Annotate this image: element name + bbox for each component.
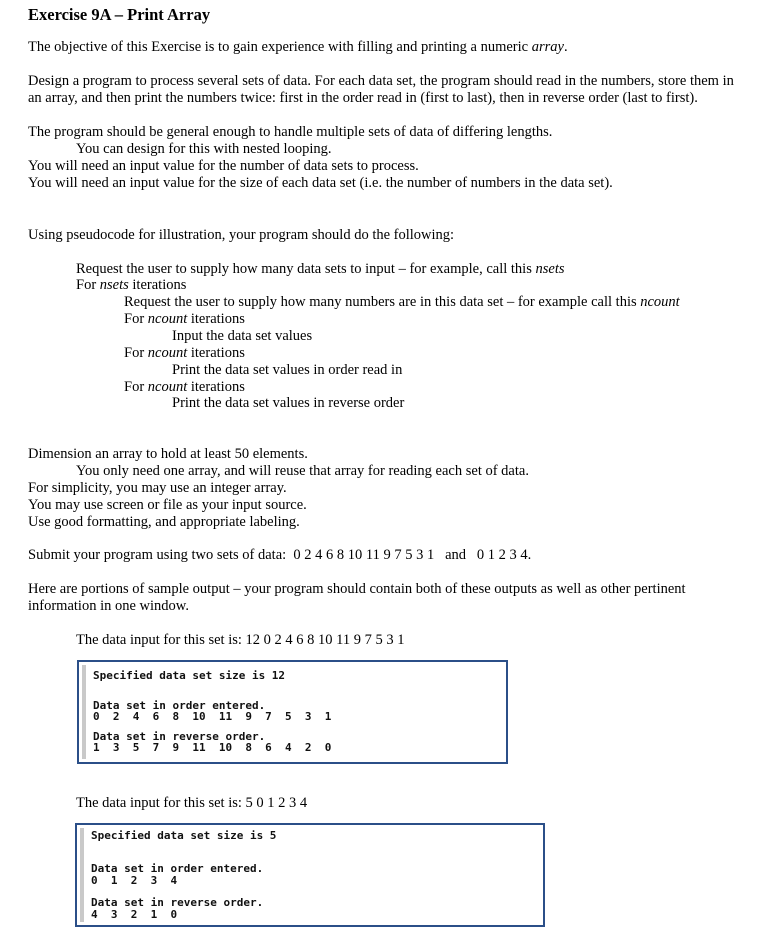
pseudocode-intro: Using pseudocode for illustration, your program should do the following: xyxy=(28,227,455,243)
pseudocode-line-1: Request the user to supply how many data sets to input – for example, call this nsets xyxy=(76,261,565,277)
console-reverse-values: 4 3 2 1 0 xyxy=(91,908,178,921)
sample-line-2: information in one window. xyxy=(28,598,189,614)
pseudocode-line-2: For nsets iterations xyxy=(76,277,187,293)
objective-emphasis: array xyxy=(531,39,564,55)
console-order-values: 0 1 2 3 4 xyxy=(91,874,178,887)
pseudocode-line-8: For ncount iterations xyxy=(124,379,245,395)
console-output-1 xyxy=(77,660,508,764)
sample-line-1: Here are portions of sample output – your program should contain both of these outputs as well as other pertinent xyxy=(28,581,686,597)
console-reverse-label: Data set in reverse order. xyxy=(93,730,266,743)
objective-text: The objective of this Exercise is to gain experience with filling and printing a numeric xyxy=(28,39,532,55)
console-order-values: 0 2 4 6 8 10 11 9 7 5 3 1 xyxy=(93,710,332,723)
exercise-title: Exercise 9A – Print Array xyxy=(28,5,211,24)
console-scroll-rail xyxy=(82,665,86,759)
console-order-label: Data set in order entered. xyxy=(93,699,266,712)
console-scroll-rail xyxy=(80,828,84,922)
design-line-2: an array, and then print the numbers twice: first in the order read in (first to last), then in reverse order (last to first). xyxy=(28,90,698,106)
example-1-caption: The data input for this set is: 12 0 2 4 6 8 10 11 9 7 5 3 1 xyxy=(76,632,405,648)
dimension-line-3: For simplicity, you may use an integer array. xyxy=(28,480,287,496)
pseudocode-line-7: Print the data set values in order read in xyxy=(172,362,403,378)
dimension-line-1: Dimension an array to hold at least 50 elements. xyxy=(28,446,308,462)
pseudocode-line-4: For ncount iterations xyxy=(124,311,245,327)
console-output-2 xyxy=(75,823,545,927)
console-order-label: Data set in order entered. xyxy=(91,862,264,875)
objective-paragraph xyxy=(28,39,568,56)
design-line-1: Design a program to process several sets of data. For each data set, the program should read in the numbers, store them in xyxy=(28,73,734,89)
example-2-caption: The data input for this set is: 5 0 1 2 3 4 xyxy=(76,795,308,811)
general-line-1: The program should be general enough to handle multiple sets of data of differing lengths. xyxy=(28,124,553,140)
dimension-line-2: You only need one array, and will reuse that array for reading each set of data. xyxy=(76,463,529,479)
general-line-2: You can design for this with nested looping. xyxy=(76,141,332,157)
console-size-line: Specified data set size is 12 xyxy=(93,669,286,682)
general-line-3: You will need an input value for the number of data sets to process. xyxy=(28,158,419,174)
submit-instructions: Submit your program using two sets of data: 0 2 4 6 8 10 11 9 7 5 3 1 and 0 1 2 3 4. xyxy=(28,547,532,563)
console-reverse-label: Data set in reverse order. xyxy=(91,896,264,909)
console-reverse-values: 1 3 5 7 9 11 10 8 6 4 2 0 xyxy=(93,741,332,754)
console-size-line: Specified data set size is 5 xyxy=(91,829,277,842)
pseudocode-line-3: Request the user to supply how many numbers are in this data set – for example call this ncount xyxy=(124,294,680,310)
objective-period: . xyxy=(563,39,568,55)
pseudocode-line-6: For ncount iterations xyxy=(124,345,245,361)
dimension-line-5: Use good formatting, and appropriate labeling. xyxy=(28,514,300,530)
general-line-4: You will need an input value for the size of each data set (i.e. the number of numbers in the data set). xyxy=(28,175,613,191)
pseudocode-line-5: Input the data set values xyxy=(172,328,313,344)
pseudocode-line-9: Print the data set values in reverse order xyxy=(172,395,405,411)
dimension-line-4: You may use screen or file as your input source. xyxy=(28,497,307,513)
